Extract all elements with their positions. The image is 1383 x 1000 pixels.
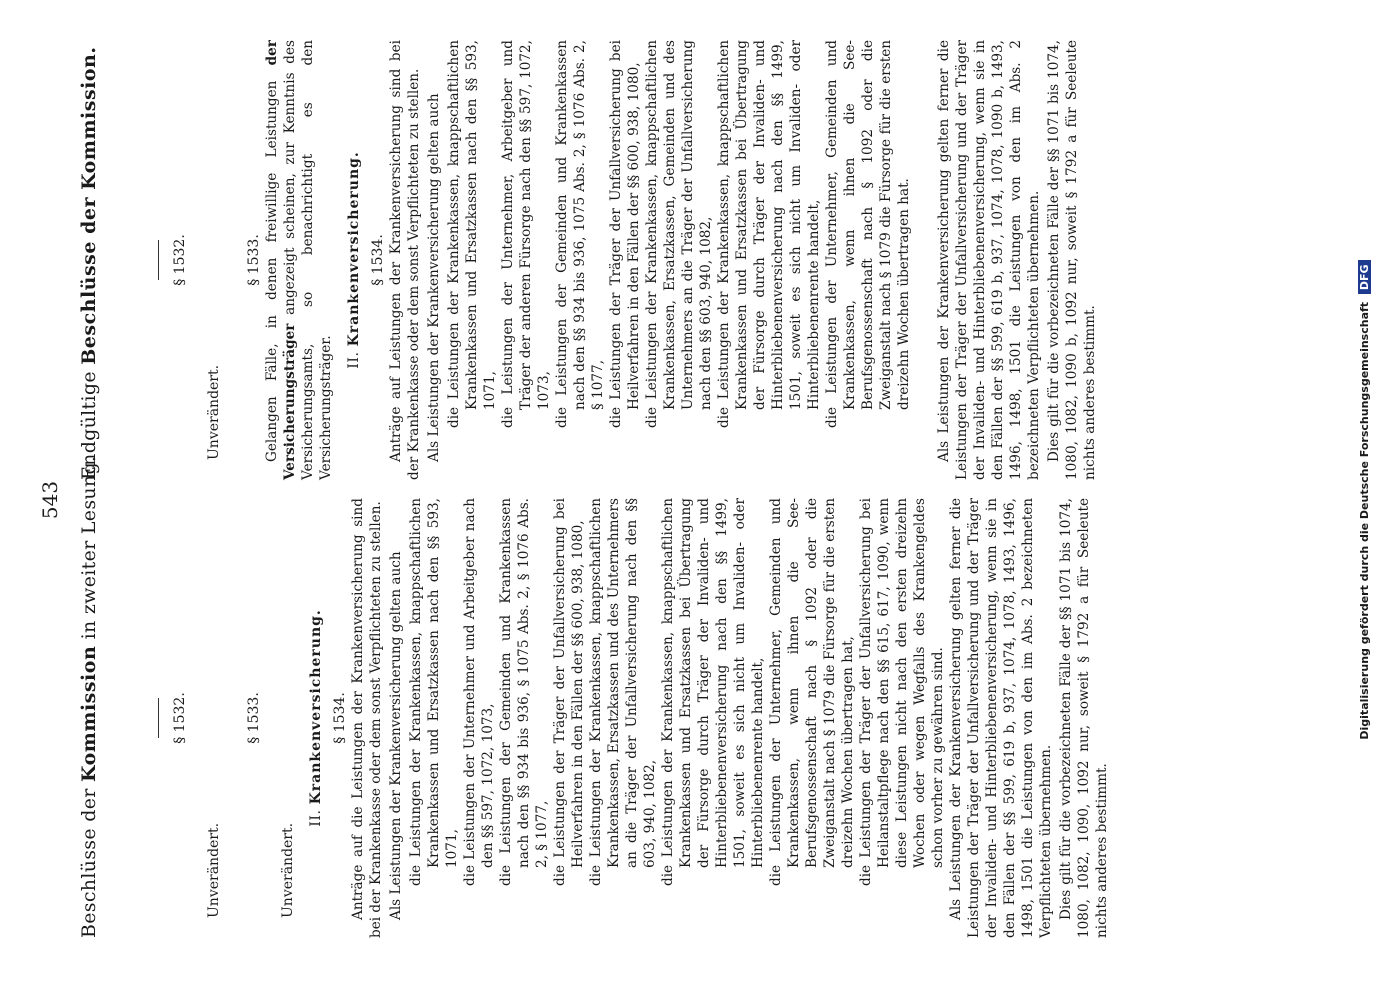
digitization-credit xyxy=(1358,20,1371,980)
right-1534-closing-1: Als Leistungen der Krankenversicherung gelten ferner die Leistungen der Träger der Unfallversicherung und der Träger der Invaliden- und Hinterbliebenenversicherung, wenn sie in den Fällen der §§ 599, 619 b, 937, 1074, 1078, 1090 b, 1493, 1496, 1498, 1501 die Leistungen von den im Abs. 2 bezeichneten Verpflichteten übernehmen. xyxy=(936,40,1042,480)
divider xyxy=(158,240,159,280)
list-item: die Leistungen der Krankenkassen, knappschaftlichen Krankenkassen und Ersatzkassen nach den §§ 593, 1071, xyxy=(408,498,460,886)
right-unchanged-1532: Unverändert. xyxy=(206,364,222,460)
list-item: die Leistungen der Unternehmer, Arbeitgeber und Träger der anderen Fürsorge nach den §§ 597, 1072, 1073, xyxy=(500,40,552,428)
list-item: die Leistungen der Krankenkassen, knappschaftlichen Krankenkassen, Ersatzkassen und des Unternehmers an die Träger der Unfallversicherung nach den §§ 603, 940, 1082, xyxy=(588,498,658,886)
left-para-1533: § 1533. xyxy=(246,692,262,744)
left-column xyxy=(78,455,1113,938)
right-para-1532: § 1532. xyxy=(172,234,188,286)
left-section-title-text: Krankenversicherung. xyxy=(308,609,324,805)
left-1534-closing-1: Als Leistungen der Krankenversicherung gelten ferner die Leistungen der Träger der Unfallversicherung und der Träger der Invaliden- und Hinterbliebenenversicherung, wenn sie in den Fällen der §§ 599, 619 b, 937, 1074, 1078, 1493, 1496, 1498, 1501 die Leistungen von den im Abs. 2 bezeichneten Verpflichteten übernehmen. xyxy=(948,498,1054,938)
list-item: die Leistungen der Krankenkassen, knappschaftlichen Krankenkassen und Ersatzkassen bei Übertragung der Fürsorge durch Träger der Invaliden- und Hinterbliebenenversicherung nach den §§ 1499, 1501, soweit es sich nicht um Invaliden- oder Hinterbliebenenrente handelt, xyxy=(660,498,766,886)
list-item: die Leistungen der Träger der Unfallversicherung bei Heilverfahren in den Fällen der §§ 600, 938, 1080, xyxy=(608,40,642,428)
right-section-1532 xyxy=(171,40,223,480)
credit-text: Digitalisierung gefördert durch die Deutsche Forschungsgemeinschaft xyxy=(1358,301,1371,740)
right-1534-lead: Als Leistungen der Krankenversicherung gelten auch xyxy=(426,93,442,462)
right-para-1533: § 1533. xyxy=(246,234,262,286)
spacer xyxy=(223,498,245,938)
left-section-title xyxy=(307,498,325,938)
left-1534-lead: Als Leistungen der Krankenversicherung gelten auch xyxy=(388,551,404,920)
spacer xyxy=(913,40,935,480)
left-section-1532 xyxy=(171,498,223,938)
right-1533-text-bold: der Versicherungsträger xyxy=(264,40,298,480)
left-section-1533 xyxy=(245,498,297,938)
left-heading-bold: Kommission xyxy=(78,645,100,783)
left-heading-post: in zweiter Lesung. xyxy=(78,455,100,640)
page-number: 543 xyxy=(38,480,62,520)
left-unchanged-1533: Unverändert. xyxy=(280,822,296,918)
right-1533-text-post: angezeigt scheinen, zur Kenntnis des Versicherungsamts, so benachrichtigt es den Versicherungsträger. xyxy=(282,40,334,480)
left-section-numeral: II. xyxy=(308,809,324,827)
right-column-heading xyxy=(80,40,98,480)
right-1533-text xyxy=(263,40,335,480)
right-para-1534: § 1534. xyxy=(370,234,386,286)
list-item: die Leistungen der Krankenkassen, knappschaftlichen Krankenkassen und Ersatzkassen bei Übertragung der Fürsorge durch Träger der Invaliden- und Hinterbliebenenversicherung nach den §§ 1499, 1501, soweit es sich nicht um Invaliden- oder Hinterbliebenenrente handelt, xyxy=(716,40,822,428)
list-item: die Leistungen der Krankenkassen, knappschaftlichen Krankenkassen, Ersatzkassen, Gemeinden und des Unternehmers an die Träger der Unfallversicherung nach den §§ 603, 940, 1082, xyxy=(644,40,714,428)
left-1534-list xyxy=(407,498,947,886)
right-1533-text-pre: Gelangen Fälle, in denen freiwillige Leistungen xyxy=(264,80,280,462)
list-item: die Leistungen der Gemeinden und Krankenkassen nach den §§ 934 bis 936, § 1075 Abs. 2, § 1076 Abs. 2, § 1077, xyxy=(498,498,550,886)
list-item: die Leistungen der Unternehmer und Arbeitgeber nach den §§ 597, 1072, 1073, xyxy=(462,498,496,886)
left-heading-pre: Beschlüsse der xyxy=(78,788,100,938)
list-item: die Leistungen der Träger der Unfallversicherung bei Heilverfahren in den Fällen der §§ 600, 938, 1080, xyxy=(552,498,586,886)
spacer xyxy=(223,40,245,480)
left-column-heading xyxy=(78,455,100,938)
left-para-1532: § 1532. xyxy=(172,692,188,744)
divider xyxy=(158,698,159,738)
right-section-numeral: II. xyxy=(346,351,362,369)
right-section-title xyxy=(345,40,363,480)
list-item: die Leistungen der Krankenkassen, knappschaftlichen Krankenkassen und Ersatzkassen nach den §§ 593, 1071, xyxy=(446,40,498,428)
left-1534-intro: Anträge auf die Leistungen der Krankenversicherung sind bei der Krankenkasse oder dem sonst Verpflichteten zu stellen. xyxy=(350,498,384,938)
dfg-logo: DFG xyxy=(1358,260,1371,294)
left-1534-closing-2: Dies gilt für die vorbezeichneten Fälle der §§ 1071 bis 1074, 1080, 1082, 1090, 1092 nur, soweit § 1792 a für Seeleute nichts anderes bestimmt. xyxy=(1058,498,1110,938)
list-item: die Leistungen der Träger der Unfallversicherung bei Heilanstaltpflege nach den §§ 615, 617, 1090, wenn diese Leistungen nicht nach den ersten dreizehn Wochen oder wegen Wegfalls des Krankengeldes schon vorher zu gewähren sind. xyxy=(858,498,946,886)
right-heading-pre: Endgültige xyxy=(78,371,100,480)
left-para-1534: § 1534. xyxy=(332,692,348,744)
right-1534-list xyxy=(445,40,913,428)
list-item: die Leistungen der Unternehmer, Gemeinden und Krankenkassen, wenn ihnen die See-Berufsgenossenschaft nach § 1092 oder die Zweiganstalt nach § 1079 die Fürsorge für die ersten dreizehn Wochen übertragen hat, xyxy=(768,498,856,886)
list-item: die Leistungen der Gemeinden und Krankenkassen nach den §§ 934 bis 936, 1075 Abs. 2, § 1076 Abs. 2, § 1077, xyxy=(554,40,606,428)
right-1534-intro: Anträge auf Leistungen der Krankenversicherung sind bei der Krankenkasse oder dem sonst Verpflichteten zu stellen. xyxy=(388,40,422,480)
right-section-title-text: Krankenversicherung. xyxy=(346,151,362,347)
right-heading-bold: Beschlüsse der Kommission. xyxy=(78,46,100,365)
right-column xyxy=(80,40,1101,480)
right-1534-closing-2: Dies gilt für die vorbezeichneten Fälle der §§ 1071 bis 1074, 1080, 1082, 1090 b, 1092 nur, soweit § 1792 a für Seeleute nichts anderes bestimmt. xyxy=(1046,40,1098,480)
list-item: die Leistungen der Unternehmer, Gemeinden und Krankenkassen, wenn ihnen die See-Berufsgenossenschaft nach § 1092 oder die Zweiganstalt nach § 1079 die Fürsorge für die ersten dreizehn Wochen übertragen hat. xyxy=(824,40,912,428)
left-unchanged-1532: Unverändert. xyxy=(206,822,222,918)
